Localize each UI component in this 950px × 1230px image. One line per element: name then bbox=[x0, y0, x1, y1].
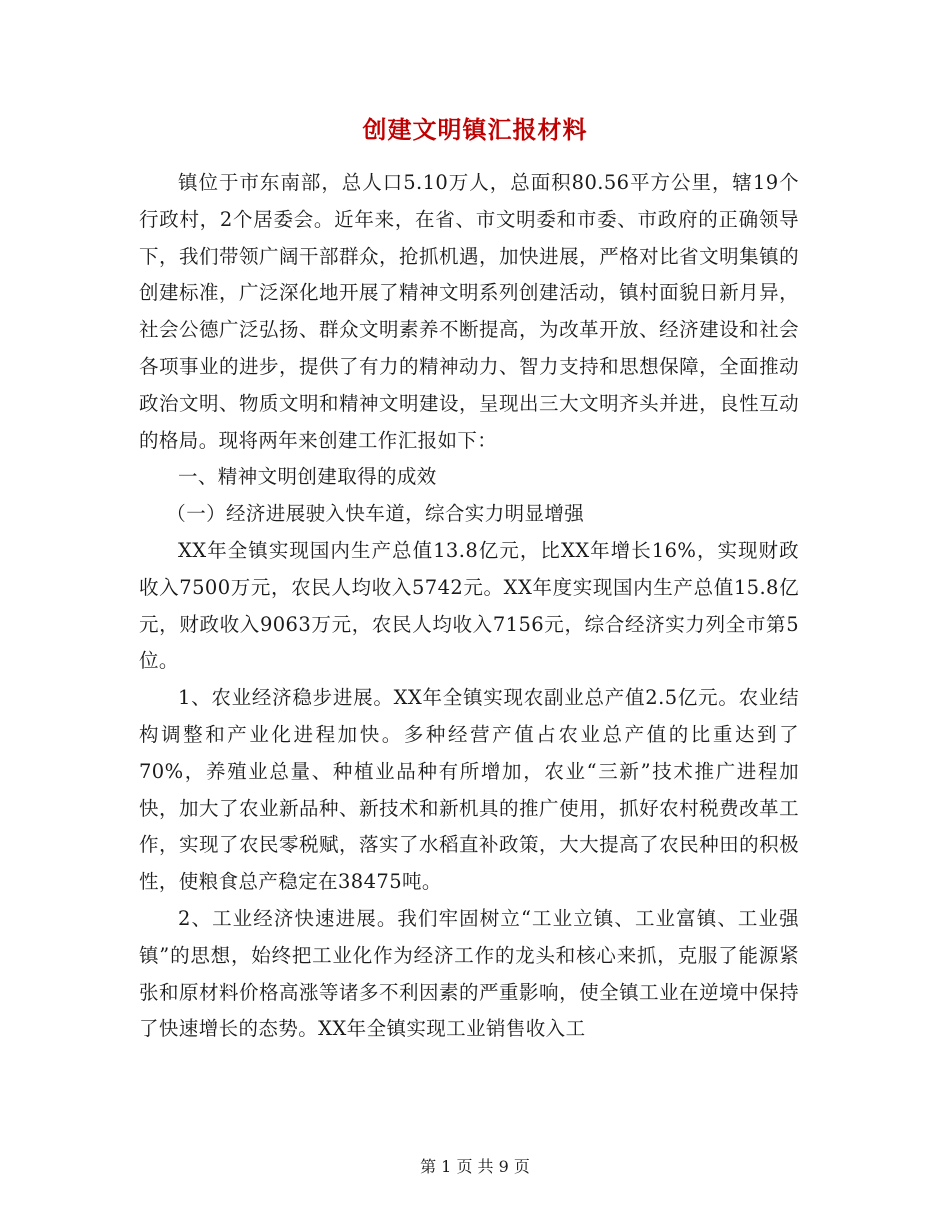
agriculture-paragraph: 1、农业经济稳步进展。XX年全镇实现农副业总产值2.5亿元。农业结构调整和产业化进程加快。多种经营产值占农业总产值的比重达到了70%，养殖业总量、种植业品种有所增加，农业“三新”技术推广进程加快，加大了农业新品种、新技术和新机具的推广使用，抓好农村税费改革工作，实现了农民零税赋，落实了水稻直补政策，大大提高了农民种田的积极性，使粮食总产稳定在38475吨。 bbox=[139, 686, 799, 894]
industry-paragraph: 2、工业经济快速进展。我们牢固树立“工业立镇、工业富镇、工业强镇”的思想，始终把工业化作为经济工作的龙头和核心来抓，克服了能源紧张和原材料价格高涨等诸多不利因素的严重影响，使全镇工业在逆境中保持了快速增长的态势。XX年全镇实现工业销售收入工 bbox=[139, 906, 799, 1041]
economy-paragraph: XX年全镇实现国内生产总值13.8亿元，比XX年增长16%，实现财政收入7500万元，农民人均收入5742元。XX年度实现国内生产总值15.8亿元，财政收入9063万元，农民人均收入7156元，综合经济实力列全市第5位。 bbox=[139, 538, 799, 673]
section-heading: 一、精神文明创建取得的成效 bbox=[178, 465, 437, 489]
page-number-footer: 第 1 页 共 9 页 bbox=[420, 1157, 530, 1176]
intro-paragraph: 镇位于市东南部，总人口5.10万人，总面积80.56平方公里，辖19个行政村，2个居委会。近年来，在省、市文明委和市委、市政府的正确领导下，我们带领广阔干部群众，抢抓机遇，加快进展，严格对比省文明集镇的创建标准，广泛深化地开展了精神文明系列创建活动，镇村面貌日新月异，社会公德广泛弘扬、群众文明素养不断提高，为改革开放、经济建设和社会各项事业的进步，提供了有力的精神动力、智力支持和思想保障，全面推动政治文明、物质文明和精神文明建设，呈现出三大文明齐头并进，良性互动的格局。现将两年来创建工作汇报如下： bbox=[139, 171, 799, 452]
page-title: 创建文明镇汇报材料 bbox=[362, 115, 588, 144]
subsection-heading: （一）经济进展驶入快车道，综合实力明显增强 bbox=[166, 502, 585, 526]
document-body bbox=[139, 165, 799, 1048]
